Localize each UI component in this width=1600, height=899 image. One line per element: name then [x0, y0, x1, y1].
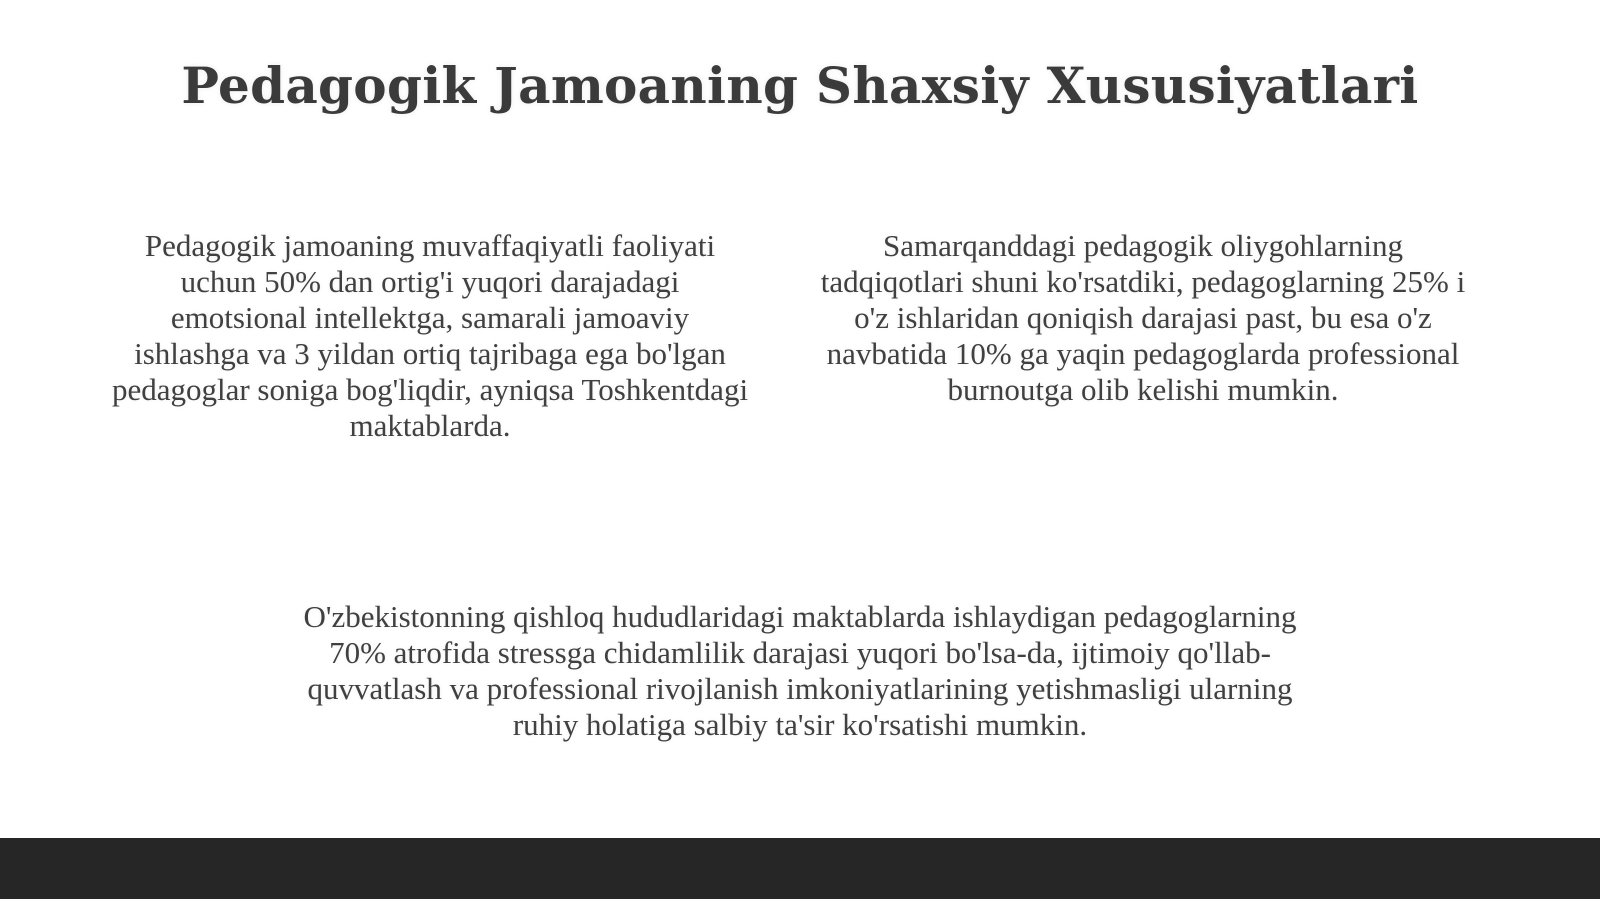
paragraph-bottom: O'zbekistonning qishloq hududlaridagi maktablarda ishlaydigan pedagoglarning 70% atrofida stressga chidamlilik darajasi yuqori bo'lsa-da, ijtimoiy qo'llab-quvvatlash va professional rivojlanish imkoniyatlarining yetishmasligi ularning ruhiy holatiga salbiy ta'sir ko'rsatishi mumkin.	[303, 599, 1297, 742]
footer-bar	[0, 838, 1600, 899]
slide-title: Pedagogik Jamoaning Shaxsiy Xususiyatlari	[181, 56, 1419, 115]
paragraph-right: Samarqanddagi pedagogik oliygohlarning tadqiqotlari shuni ko'rsatdiki, pedagoglarning 25% i o'z ishlaridan qoniqish darajasi past, bu esa o'z navbatida 10% ga yaqin pedagoglarda professional burnoutga olib kelishi mumkin.	[820, 228, 1466, 407]
paragraph-left: Pedagogik jamoaning muvaffaqiyatli faoliyati uchun 50% dan ortig'i yuqori darajadagi emotsional intellektga, samarali jamoaviy ishlashga va 3 yildan ortiq tajribaga ega bo'lgan pedagoglar soniga bog'liqdir, ayniqsa Toshkentdagi maktablarda.	[111, 228, 749, 443]
